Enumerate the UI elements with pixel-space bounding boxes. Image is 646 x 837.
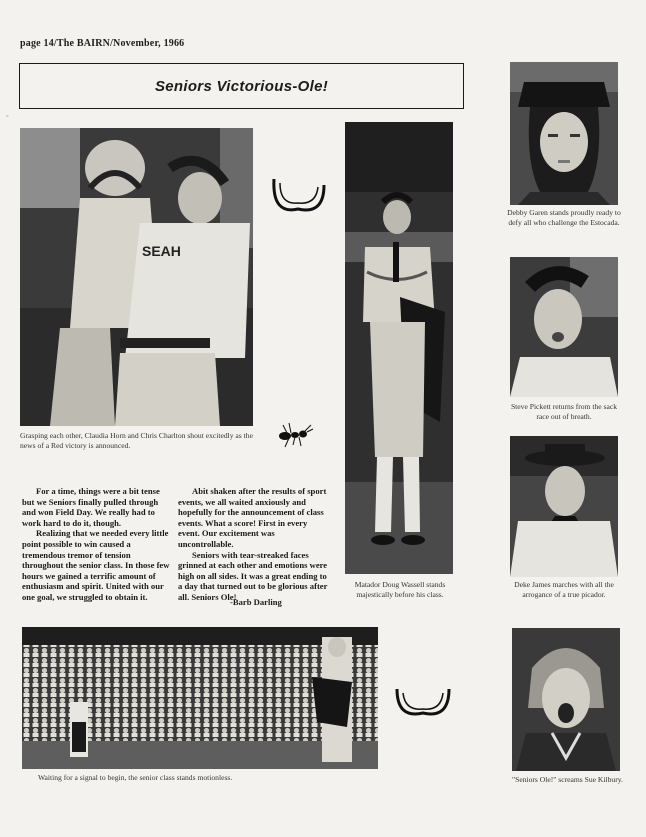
caption-hug: Grasping each other, Claudia Horn and Chris Charlton shout excitedly as the news of a Red victory is announced. <box>20 431 253 450</box>
author-byline: -Barb Darling <box>230 597 282 607</box>
headline-box <box>19 63 464 109</box>
photo-senior-class <box>22 627 378 769</box>
article-paragraph: For a time, things were a bit tense but we Seniors finally pulled through and won Field Day. We really had to work hard to do it, though. <box>22 486 160 528</box>
photo-sue <box>512 628 620 771</box>
article-col-2 <box>178 486 328 603</box>
caption-matador: Matador Doug Wassell stands majestically before his class. <box>354 580 446 599</box>
photo-matador <box>345 122 453 574</box>
bull-horns-icon <box>393 683 453 723</box>
caption-steve: Steve Pickett returns from the sack race out of breath. <box>510 402 618 421</box>
article-paragraph: Seniors with tear-streaked faces grinned at each other and emotions were high on all sides. It was a great ending to a day that turned out to be glorious after all. Seniors Ole! <box>178 549 328 602</box>
caption-debby: Debby Garen stands proudly ready to defy all who challenge the Estocada. <box>507 208 621 227</box>
caption-deke: Deke James marches with all the arrogance of a true picador. <box>514 580 614 599</box>
margin-mark: ˇ <box>6 114 9 123</box>
caption-senior-class: Waiting for a signal to begin, the senior class stands motionless. <box>38 773 233 782</box>
photo-deke <box>510 436 618 577</box>
jersey-text: SEAH <box>142 243 181 259</box>
article-paragraph: Realizing that we needed every little point possible to win caused a tremendous tremor of tension throughout the senior class. In those few hours we gained a terrific amount of enthusiasm and spirit. United with our one goal, we struggled to obtain it. <box>22 528 170 602</box>
article-col-1 <box>22 486 170 603</box>
ant-icon <box>275 421 315 449</box>
page-title: Seniors Victorious-Ole! <box>154 77 329 95</box>
photo-hug <box>20 128 253 426</box>
page-header: page 14/The BAIRN/November, 1966 <box>20 38 185 49</box>
bull-horns-icon <box>270 175 328 223</box>
article-paragraph: Abit shaken after the results of sport events, we all waited anxiously and hopefully for the announcement of class events. What a score! First in every event. Our excitement was uncontrollable. <box>178 486 327 549</box>
photo-debby <box>510 62 618 205</box>
photo-steve <box>510 257 618 397</box>
caption-sue: "Seniors Ole!" screams Sue Kilbury. <box>512 775 623 784</box>
